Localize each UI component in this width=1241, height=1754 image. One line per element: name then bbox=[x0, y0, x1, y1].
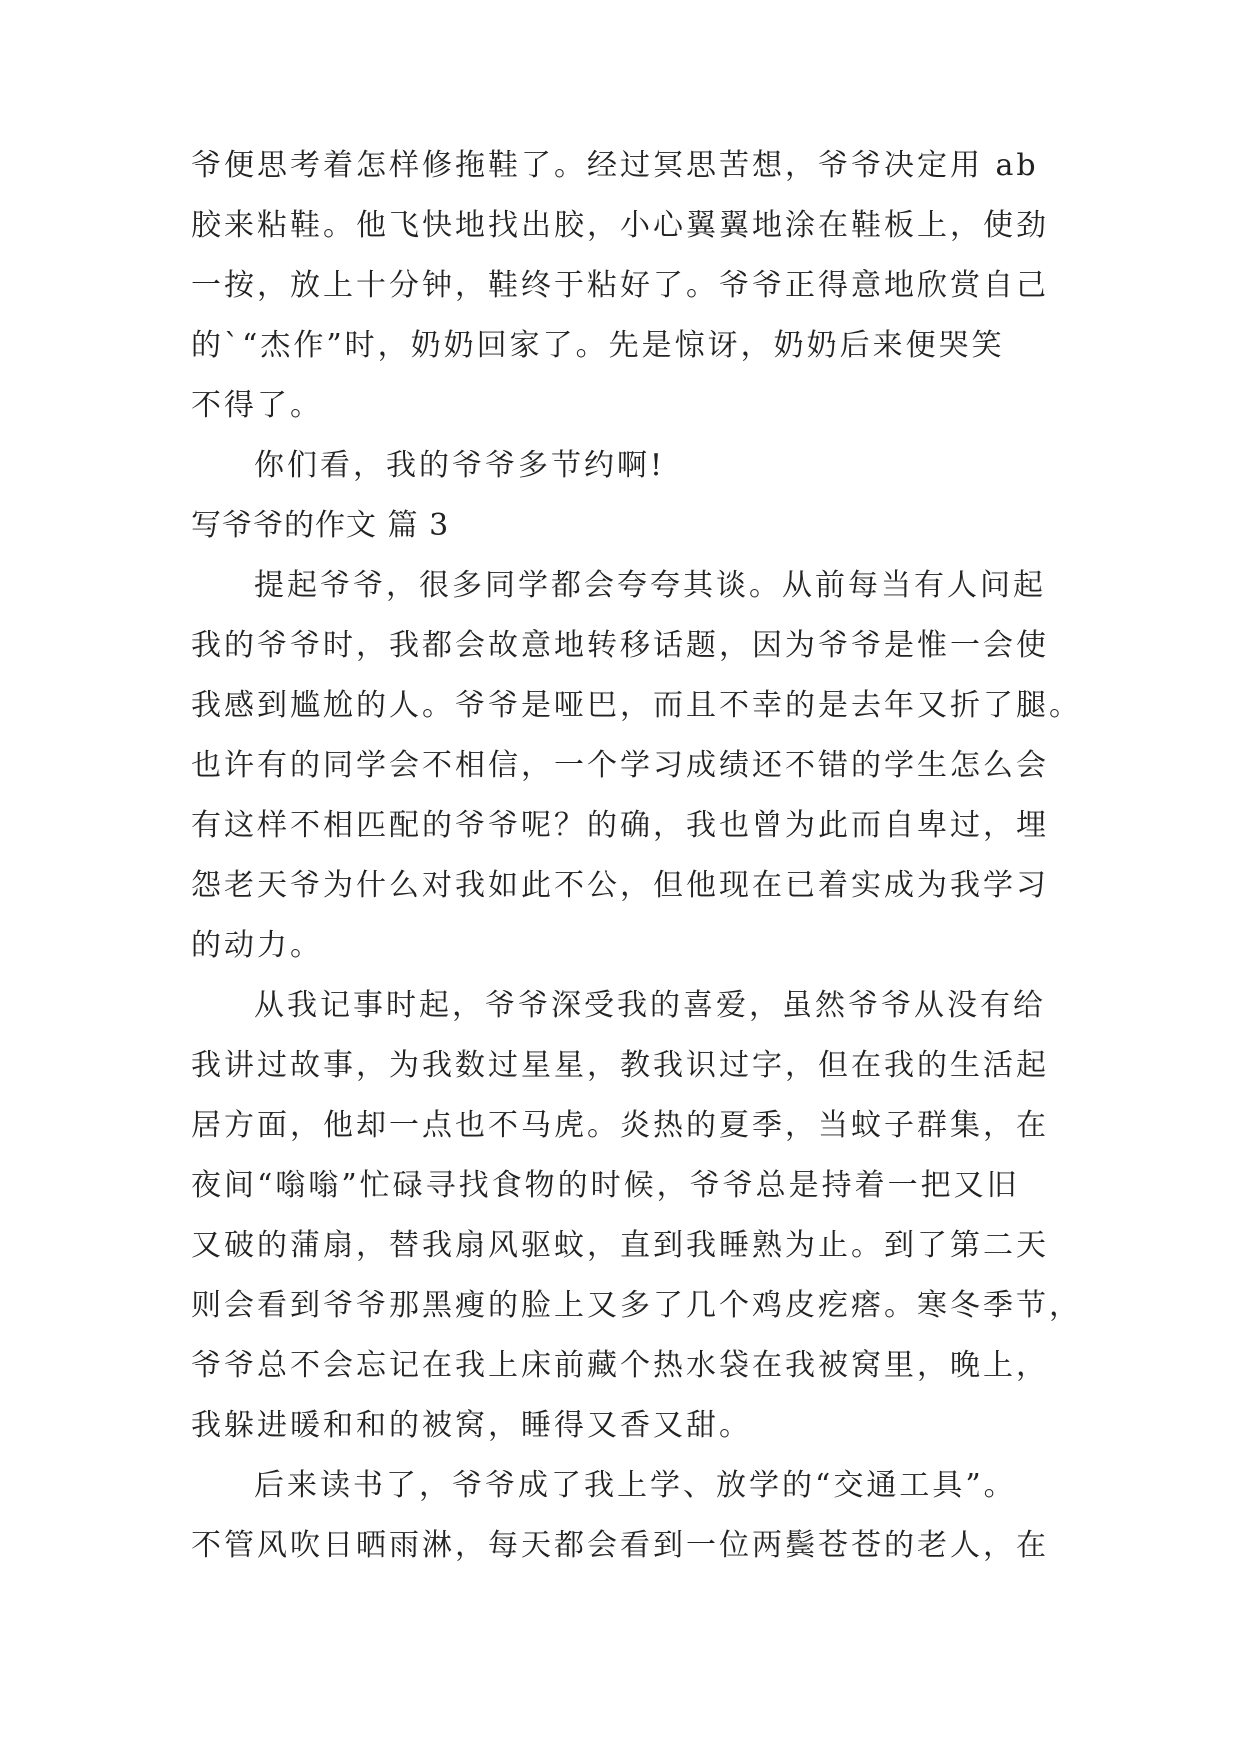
text-line: 我感到尴尬的人。爷爷是哑巴，而且不幸的是去年又折了腿。 bbox=[191, 688, 1082, 723]
text-line: 爷爷总不会忘记在我上床前藏个热水袋在我被窝里，晚上， bbox=[191, 1348, 1049, 1383]
text-line: 的动力。 bbox=[191, 928, 323, 963]
document-body bbox=[191, 136, 1082, 1576]
text-line: 怨老天爷为什么对我如此不公，但他现在已着实成为我学习 bbox=[191, 868, 1049, 903]
text-line: 提起爷爷，很多同学都会夸夸其谈。从前每当有人问起 bbox=[254, 568, 1046, 603]
text-line: 从我记事时起，爷爷深受我的喜爱，虽然爷爷从没有给 bbox=[254, 988, 1046, 1023]
text-line: 一按，放上十分钟，鞋终于粘好了。爷爷正得意地欣赏自己 bbox=[191, 268, 1049, 303]
text-line: 的`“杰作”时，奶奶回家了。先是惊讶，奶奶后来便哭笑 bbox=[191, 328, 1005, 363]
text-line: 后来读书了，爷爷成了我上学、放学的“交通工具”。 bbox=[254, 1468, 1017, 1503]
text-line: 又破的蒲扇，替我扇风驱蚊，直到我睡熟为止。到了第二天 bbox=[191, 1228, 1049, 1263]
text-line: 则会看到爷爷那黑瘦的脸上又多了几个鸡皮疙瘩。寒冬季节， bbox=[191, 1288, 1082, 1323]
paragraph-1 bbox=[191, 136, 1061, 436]
text-line: 我的爷爷时，我都会故意地转移话题，因为爷爷是惟一会使 bbox=[191, 628, 1049, 663]
paragraph-2 bbox=[191, 436, 1061, 496]
text-line: 不管风吹日晒雨淋，每天都会看到一位两鬓苍苍的老人，在 bbox=[191, 1528, 1049, 1563]
text-line: 我讲过故事，为我数过星星，教我识过字，但在我的生活起 bbox=[191, 1048, 1049, 1083]
text-line: 有这样不相匹配的爷爷呢？的确，我也曾为此而自卑过，埋 bbox=[191, 808, 1049, 843]
section-heading: 写爷爷的作文 篇 3 bbox=[191, 508, 450, 543]
paragraph-4 bbox=[191, 976, 1082, 1456]
text-line: 你们看，我的爷爷多节约啊! bbox=[254, 448, 666, 483]
text-line: 胶来粘鞋。他飞快地找出胶，小心翼翼地涂在鞋板上，使劲 bbox=[191, 208, 1049, 243]
text-line: 也许有的同学会不相信，一个学习成绩还不错的学生怎么会 bbox=[191, 748, 1049, 783]
text-line: 我躲进暖和和的被窝，睡得又香又甜。 bbox=[191, 1408, 752, 1443]
text-line: 爷便思考着怎样修拖鞋了。经过冥思苦想，爷爷决定用 ab bbox=[191, 148, 1039, 183]
text-line: 居方面，他却一点也不马虎。炎热的夏季，当蚊子群集，在 bbox=[191, 1108, 1049, 1143]
text-line: 不得了。 bbox=[191, 388, 323, 423]
paragraph-3 bbox=[191, 556, 1082, 976]
text-line: 夜间“嗡嗡”忙碌寻找食物的时候，爷爷总是持着一把又旧 bbox=[191, 1168, 1020, 1203]
paragraph-5 bbox=[191, 1456, 1061, 1576]
